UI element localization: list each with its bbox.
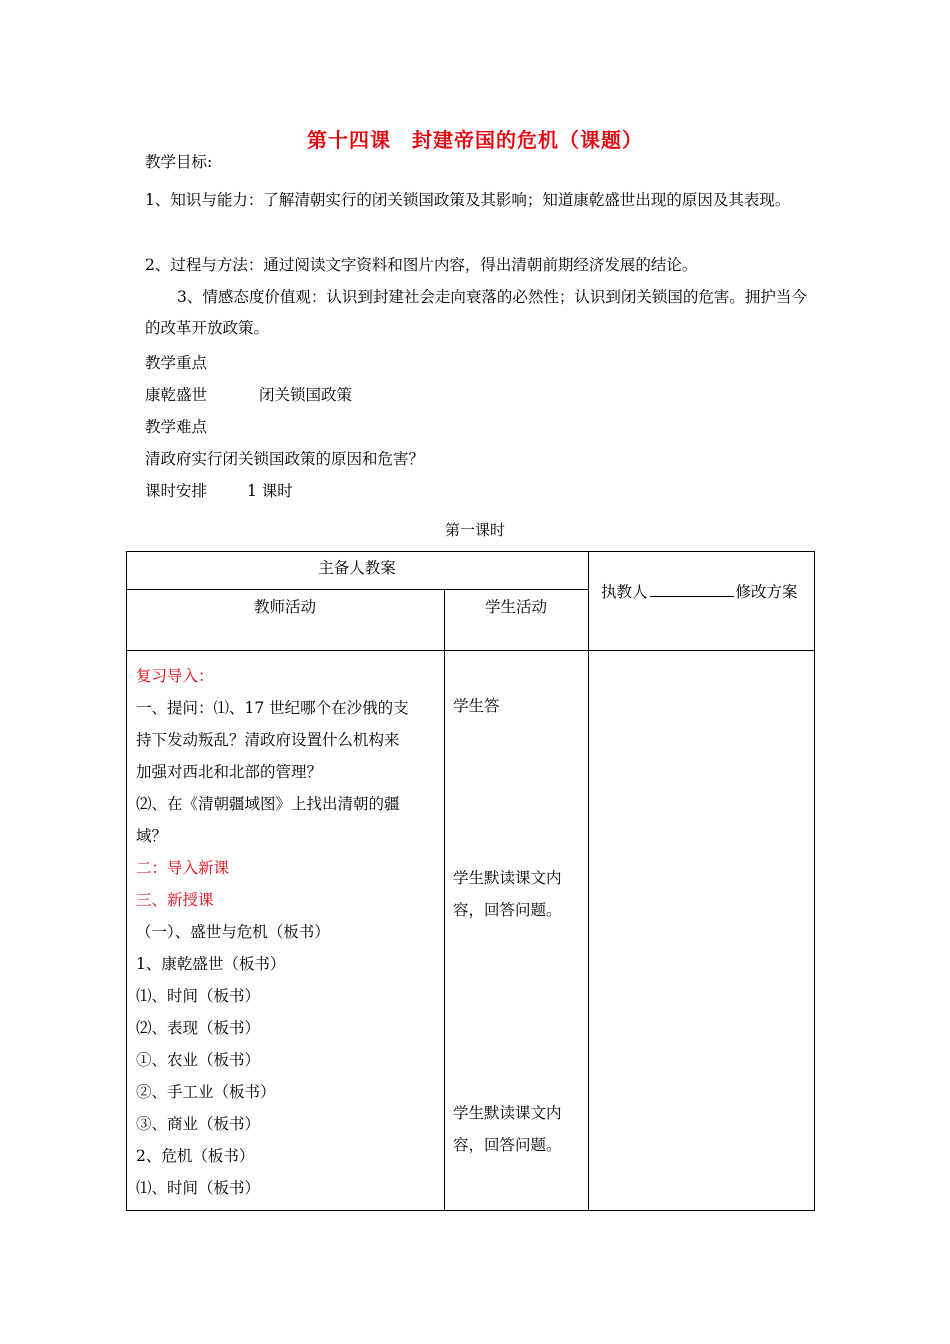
teacher-line: 复习导入： <box>136 667 214 685</box>
revision-label: 修改方案 <box>735 583 798 601</box>
teacher-line: ①、农业（板书） <box>136 1051 261 1069</box>
teacher-line: ⑴、时间（板书） <box>136 1179 261 1197</box>
teacher-line: 持下发动叛乱？清政府设置什么机构来 <box>136 731 400 749</box>
teacher-line: ②、手工业（板书） <box>136 1083 276 1101</box>
teacher-line: 1、康乾盛世（板书） <box>136 955 286 973</box>
goal-emotion: 3、情感态度价值观：认识到封建社会走向衰落的必然性；认识到闭关锁国的危害。拥护当今的改革开放政策。 <box>145 288 807 337</box>
table-divider <box>444 589 445 1211</box>
executor-header <box>601 580 798 602</box>
teacher-line: 加强对西北和北部的管理？ <box>136 763 323 781</box>
table-divider <box>126 589 588 590</box>
student-reading-2: 学生默读课文内容，回答问题。 <box>453 1104 562 1154</box>
main-preparer-header: 主备人教案 <box>318 559 396 577</box>
key-point-2: 闭关锁国政策 <box>259 386 353 404</box>
teacher-line: 域？ <box>136 827 168 845</box>
teacher-line: ⑵、在《清朝疆域图》上找出清朝的疆 <box>136 795 400 813</box>
student-activity-header: 学生活动 <box>484 598 547 616</box>
goal-knowledge: 1、知识与能力：了解清朝实行的闭关锁国政策及其影响；知道康乾盛世出现的原因及其表现。 <box>145 191 791 209</box>
schedule-label: 课时安排 <box>145 482 208 500</box>
key-points <box>145 383 352 405</box>
teacher-line: （一）、盛世与危机（板书） <box>136 923 330 941</box>
teacher-line: 一、提问：⑴、17 世纪哪个在沙俄的支 <box>136 699 409 717</box>
teacher-line: 2、危机（板书） <box>136 1147 255 1165</box>
executor-label: 执教人 <box>601 583 648 601</box>
schedule <box>145 479 293 501</box>
table-divider <box>126 650 815 651</box>
session-title: 第一课时 <box>444 521 505 539</box>
key-heading: 教学重点 <box>145 354 208 372</box>
teacher-activity-content <box>136 660 438 1204</box>
teacher-line: 三、新授课 <box>136 891 214 909</box>
teacher-line: ⑵、表现（板书） <box>136 1019 261 1037</box>
student-reading-1: 学生默读课文内容，回答问题。 <box>453 869 562 919</box>
teacher-line: 二：导入新课 <box>136 859 230 877</box>
executor-blank <box>650 582 734 597</box>
teacher-line: ③、商业（板书） <box>136 1115 261 1133</box>
student-answer: 学生答 <box>453 697 500 715</box>
teacher-line: ⑴、时间（板书） <box>136 987 261 1005</box>
difficulty-heading: 教学难点 <box>145 418 208 436</box>
goals-heading: 教学目标: <box>145 153 213 171</box>
schedule-value: 1 课时 <box>247 482 293 500</box>
key-point-1: 康乾盛世 <box>145 386 208 404</box>
goal-process: 2、过程与方法：通过阅读文字资料和图片内容，得出清朝前期经济发展的结论。 <box>145 256 698 274</box>
teacher-activity-header: 教师活动 <box>253 598 316 616</box>
difficulty-text: 清政府实行闭关锁国政策的原因和危害？ <box>145 450 425 468</box>
page-title: 第十四课 封建帝国的危机（课题） <box>307 128 643 152</box>
